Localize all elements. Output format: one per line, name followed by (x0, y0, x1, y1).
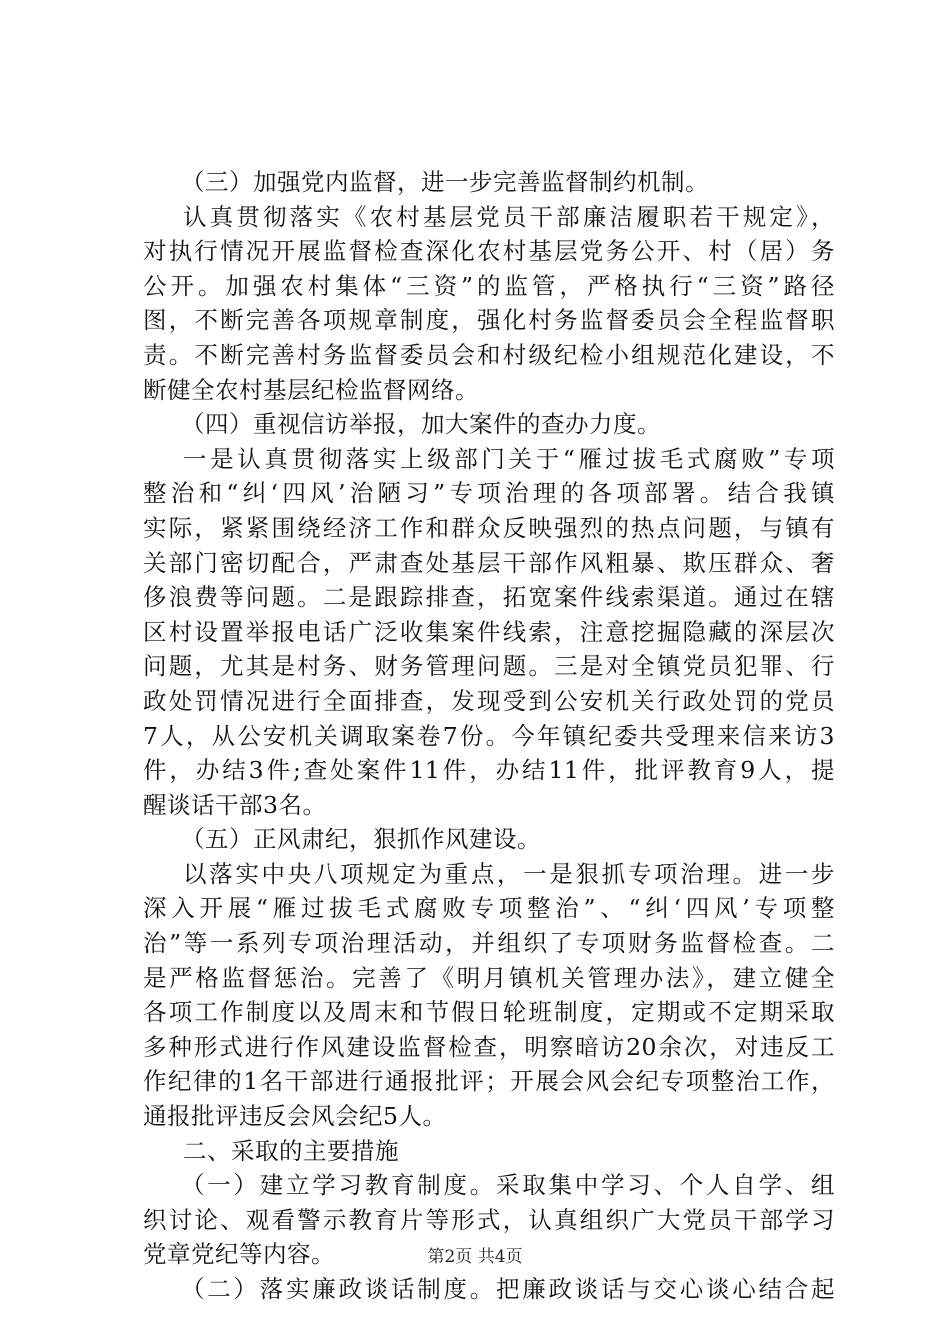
section-heading-4: （四）重视信访举报，加大案件的查办力度。 (181, 410, 661, 439)
document-body (143, 165, 835, 1307)
paragraph-line: 织讨论、观看警示教育片等形式，认真组织广大党员干部学习 (143, 1205, 835, 1234)
paragraph-line: 责。不断完善村务监督委员会和村级纪检小组规范化建设，不 (143, 340, 835, 369)
paragraph-line: 侈浪费等问题。二是跟踪排查，拓宽案件线索渠道。通过在辖 (143, 583, 835, 612)
paragraph-line: （二）落实廉政谈话制度。把廉政谈话与交心谈心结合起 (181, 1275, 835, 1303)
paragraph-line: 通报批评违反会风会纪5人。 (143, 1102, 447, 1131)
paragraph-line: 整治和“纠‘四风’治陋习”专项治理的各项部署。结合我镇 (143, 479, 835, 508)
paragraph-line: 7人，从公安机关调取案卷7份。今年镇纪委共受理来信来访3 (143, 721, 835, 750)
paragraph-line: 是严格监督惩治。完善了《明月镇机关管理办法》，建立健全 (143, 963, 835, 992)
paragraph-line: 政处罚情况进行全面排查，发现受到公安机关行政处罚的党员 (143, 686, 835, 715)
paragraph-line: 关部门密切配合，严肃查处基层干部作风粗暴、欺压群众、奢 (143, 548, 835, 577)
paragraph-line: （一）建立学习教育制度。采取集中学习、个人自学、组 (181, 1171, 835, 1200)
paragraph-line: 图，不断完善各项规章制度，强化村务监督委员会全程监督职 (143, 306, 835, 335)
paragraph-line: 一是认真贯彻落实上级部门关于“雁过拔毛式腐败”专项 (183, 444, 835, 473)
section-heading-5: （五）正风肃纪，狠抓作风建设。 (181, 825, 541, 854)
paragraph-line: 以落实中央八项规定为重点，一是狠抓专项治理。进一步 (183, 859, 835, 888)
paragraph-line: 件，办结3件;查处案件11件，办结11件，批评教育9人，提 (143, 756, 835, 785)
paragraph-line: 深入开展“雁过拔毛式腐败专项整治”、“纠‘四风’专项整 (143, 894, 835, 923)
paragraph-line: 醒谈话干部3名。 (143, 790, 327, 819)
paragraph-line: 实际，紧紧围绕经济工作和群众反映强烈的热点问题，与镇有 (143, 513, 835, 542)
paragraph-line: 各项工作制度以及周末和节假日轮班制度，定期或不定期采取 (143, 998, 835, 1027)
section-heading-2: 二、采取的主要措施 (183, 1136, 399, 1165)
section-heading-3: （三）加强党内监督，进一步完善监督制约机制。 (181, 168, 709, 196)
paragraph-line: 党章党纪等内容。 (143, 1240, 335, 1269)
paragraph-line: 认真贯彻落实《农村基层党员干部廉洁履职若干规定》， (183, 202, 835, 231)
paragraph-line: 区村设置举报电话广泛收集案件线索，注意挖掘隐藏的深层次 (143, 617, 835, 646)
page-number: 第2页 共4页 (427, 1247, 523, 1267)
paragraph-line: 治”等一系列专项治理活动，并组织了专项财务监督检查。二 (143, 929, 835, 958)
paragraph-line: 断健全农村基层纪检监督网络。 (143, 375, 479, 404)
paragraph-line: 多种形式进行作风建设监督检查，明察暗访20余次，对违反工 (143, 1032, 835, 1061)
paragraph-line: 问题，尤其是村务、财务管理问题。三是对全镇党员犯罪、行 (143, 652, 835, 681)
paragraph-line: 作纪律的1名干部进行通报批评；开展会风会纪专项整治工作， (143, 1067, 835, 1096)
paragraph-line: 公开。加强农村集体“三资”的监管，严格执行“三资”路径 (143, 271, 835, 300)
paragraph-line: 对执行情况开展监督检查深化农村基层党务公开、村（居）务 (143, 237, 835, 266)
